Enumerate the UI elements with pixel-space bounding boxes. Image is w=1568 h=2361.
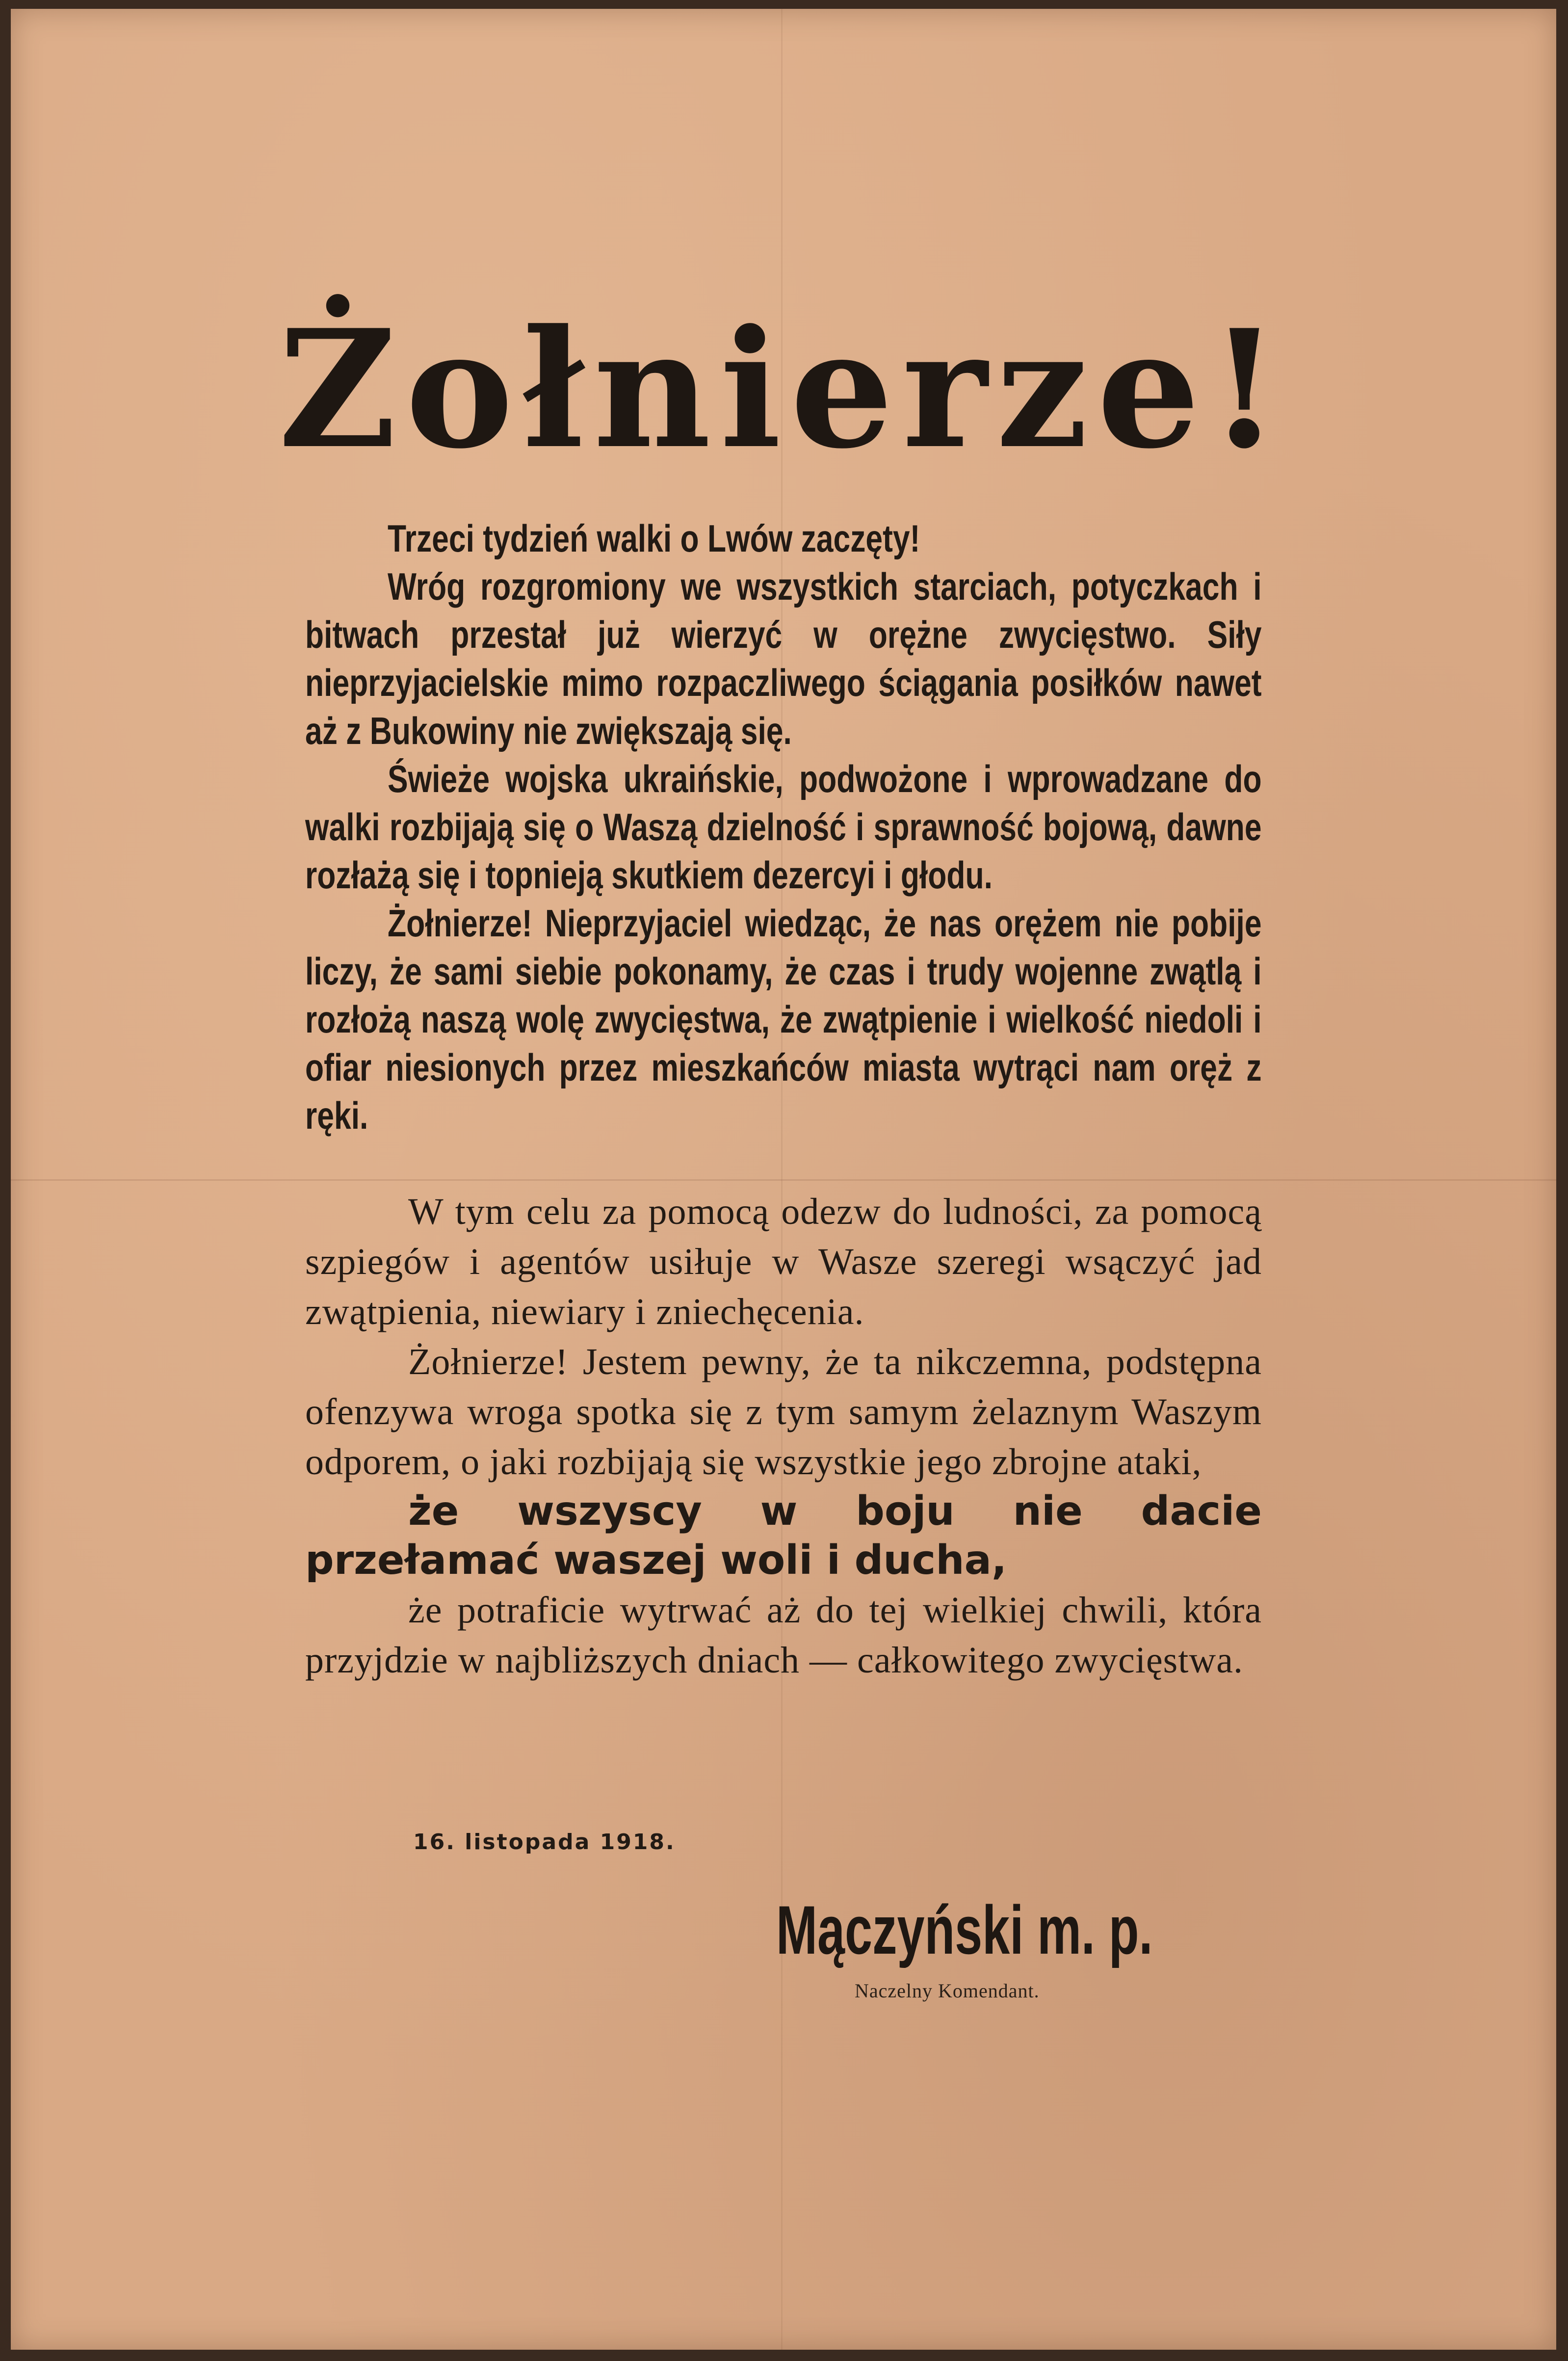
- paragraph-1: Trzeci tydzień walki o Lwów zaczęty!: [388, 517, 920, 560]
- date-line: 16. listopada 1918.: [413, 1830, 676, 1855]
- paragraph-8: że potraficie wytrwać aż do tej wielkiej chwili, która przyjdzie w najbliższych dniach — całkowitego zwycięstwa.: [305, 1590, 1262, 1681]
- poster-sheet: [11, 9, 1556, 2350]
- signature-title: Naczelny Komendant.: [855, 1980, 1040, 2002]
- bold-paragraph-block: [305, 1487, 1262, 1585]
- paragraph-2: Wróg rozgromiony we wszystkich starciach, potyczkach i bitwach przestał już wierzyć w orężne zwycięstwo. Siły nieprzyjacielskie mimo rozpaczliwego ściągania posiłków nawet aż z Bukowiny nie zwiększają się.: [305, 565, 1262, 752]
- paragraph-4: Żołnierze! Nieprzyjaciel wiedząc, że nas orężem nie pobije liczy, że sami siebie pokonamy, że czas i trudy wojenne zwątlą i rozłożą naszą wolę zwycięstwa, że zwątpienie i wielkość niedoli i ofiar niesionych przez mieszkańców miasta wytrąci nam oręż z ręki.: [305, 902, 1262, 1137]
- serif-text-block: [305, 1187, 1262, 1685]
- condensed-text-block: [305, 514, 1262, 1140]
- paragraph-3: Świeże wojska ukraińskie, podwożone i wprowadzane do walki rozbijają się o Waszą dzielność i sprawność bojową, dawne rozłażą się i topnieją skutkiem dezercyi i głodu.: [305, 757, 1262, 897]
- final-serif-paragraph-block: [305, 1585, 1262, 1685]
- signature: Mączyński m. p.: [776, 1891, 1153, 1968]
- serif-paragraphs: [305, 1187, 1262, 1487]
- paragraph-5: W tym celu za pomocą odezw do ludności, za pomocą szpiegów i agentów usiłuje w Wasze szeregi wsączyć jad zwątpienia, niewiary i zniechęcenia.: [305, 1191, 1262, 1332]
- paragraph-7-bold: że wszyscy w boju nie dacie przełamać waszej woli i ducha,: [305, 1488, 1262, 1584]
- paragraph-6: Żołnierze! Jestem pewny, że ta nikczemna, podstępna ofenzywa wroga spotka się z tym samym żelaznym Waszym odporem, o jaki rozbijają się wszystkie jego zbrojne ataki,: [305, 1341, 1262, 1483]
- condensed-paragraphs: [305, 514, 1262, 1140]
- poster-title: Żołnierze!: [278, 294, 1289, 484]
- fold-crease-horizontal: [11, 1179, 1556, 1181]
